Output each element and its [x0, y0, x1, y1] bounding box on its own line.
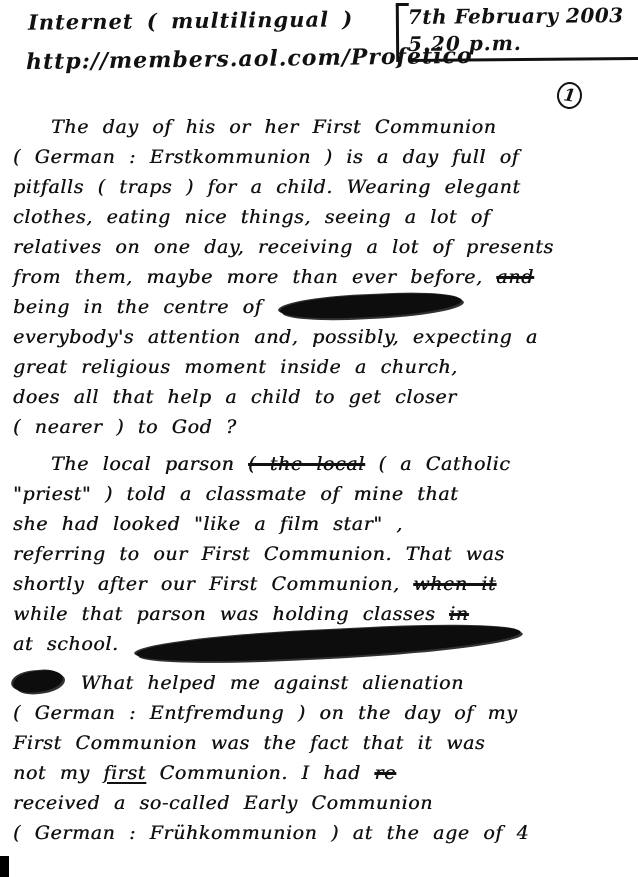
paragraph — [13, 668, 628, 848]
handwritten-line — [13, 232, 628, 262]
handwritten-line — [13, 202, 628, 232]
handwritten-line — [13, 142, 628, 172]
date-text: 7th February 2003 — [407, 3, 624, 29]
handwritten-line — [13, 788, 628, 818]
handwritten-text: ( German : Frühkommunion ) at the age of 4 — [13, 821, 530, 844]
handwritten-line — [13, 292, 628, 322]
page-number: 1 — [562, 84, 577, 107]
handwritten-text: relatives on one day, receiving a lot of presents — [13, 236, 554, 258]
handwritten-line — [13, 172, 628, 202]
scribble-blot — [12, 669, 64, 694]
date-block — [396, 3, 638, 62]
handwritten-text: referring to our First Communion. That was — [13, 543, 505, 565]
handwritten-text: received a so-called Early Communion — [13, 791, 433, 814]
scan-artifact — [0, 856, 9, 877]
handwritten-text: at school. — [13, 633, 133, 655]
handwritten-line — [13, 449, 628, 479]
handwritten-text: from them, maybe more than ever before, — [13, 266, 497, 288]
handwritten-line — [13, 352, 628, 382]
paragraph — [13, 112, 628, 442]
handwritten-line — [13, 262, 628, 292]
handwritten-text: does all that help a child to get closer — [13, 386, 457, 408]
handwritten-text: ( a Catholic — [364, 453, 511, 475]
handwritten-text: being in the centre of — [13, 296, 276, 318]
handwritten-line — [13, 112, 628, 142]
header-url: http://members.aol.com/Profetico — [25, 42, 473, 76]
handwritten-line — [13, 412, 628, 442]
handwritten-text: ( German : Entfremdung ) on the day of my — [13, 701, 518, 724]
scribble-blot — [279, 291, 462, 321]
handwritten-text: pitfalls ( traps ) for a child. Wearing elegant — [13, 176, 521, 198]
handwritten-text: Communion. I had — [145, 761, 375, 784]
manuscript-body — [0, 104, 638, 848]
handwritten-line — [13, 322, 628, 352]
handwritten-text: The local parson — [51, 453, 249, 475]
struck-text: when it — [413, 573, 497, 595]
handwritten-line — [13, 758, 628, 788]
handwritten-text: she had looked "like a film star" , — [13, 513, 403, 535]
handwritten-text: First Communion was the fact that it was — [13, 731, 486, 754]
struck-text: ( the local — [248, 453, 365, 475]
handwritten-text: shortly after our First Communion, — [13, 573, 414, 595]
handwritten-text: ( nearer ) to God ? — [13, 416, 237, 438]
struck-text: re — [374, 761, 396, 784]
handwritten-text: not my — [13, 761, 104, 784]
struck-text: in — [449, 603, 469, 625]
handwritten-line — [13, 569, 628, 599]
time-text: 5.20 p.m. — [408, 29, 638, 62]
handwritten-line — [13, 698, 628, 728]
handwritten-line — [13, 382, 628, 412]
handwritten-line — [13, 629, 628, 661]
handwritten-text: "priest" ) told a classmate of mine that — [13, 483, 459, 505]
handwritten-line — [13, 509, 628, 539]
paragraph — [13, 449, 628, 661]
handwritten-text: What helped me against alienation — [67, 671, 464, 694]
handwritten-line — [13, 479, 628, 509]
handwritten-text: great religious moment inside a church, — [13, 356, 458, 378]
header-title: Internet ( multilingual ) — [27, 6, 354, 35]
handwritten-text: while that parson was holding classes — [13, 603, 450, 625]
handwritten-line — [13, 668, 628, 698]
handwritten-line — [13, 728, 628, 758]
handwritten-line — [13, 539, 628, 569]
handwritten-text: everybody's attention and, possibly, expecting a — [13, 326, 538, 348]
page-header — [0, 0, 638, 107]
handwritten-text: clothes, eating nice things, seeing a lot of — [13, 206, 491, 228]
underlined-text: first — [103, 761, 146, 784]
handwritten-text: ( German : Erstkommunion ) is a day full of — [13, 146, 520, 168]
handwritten-line — [13, 599, 628, 629]
handwritten-text: The day of his or her First Communion — [51, 116, 497, 138]
handwritten-line — [13, 818, 628, 848]
struck-text: and — [496, 266, 534, 288]
